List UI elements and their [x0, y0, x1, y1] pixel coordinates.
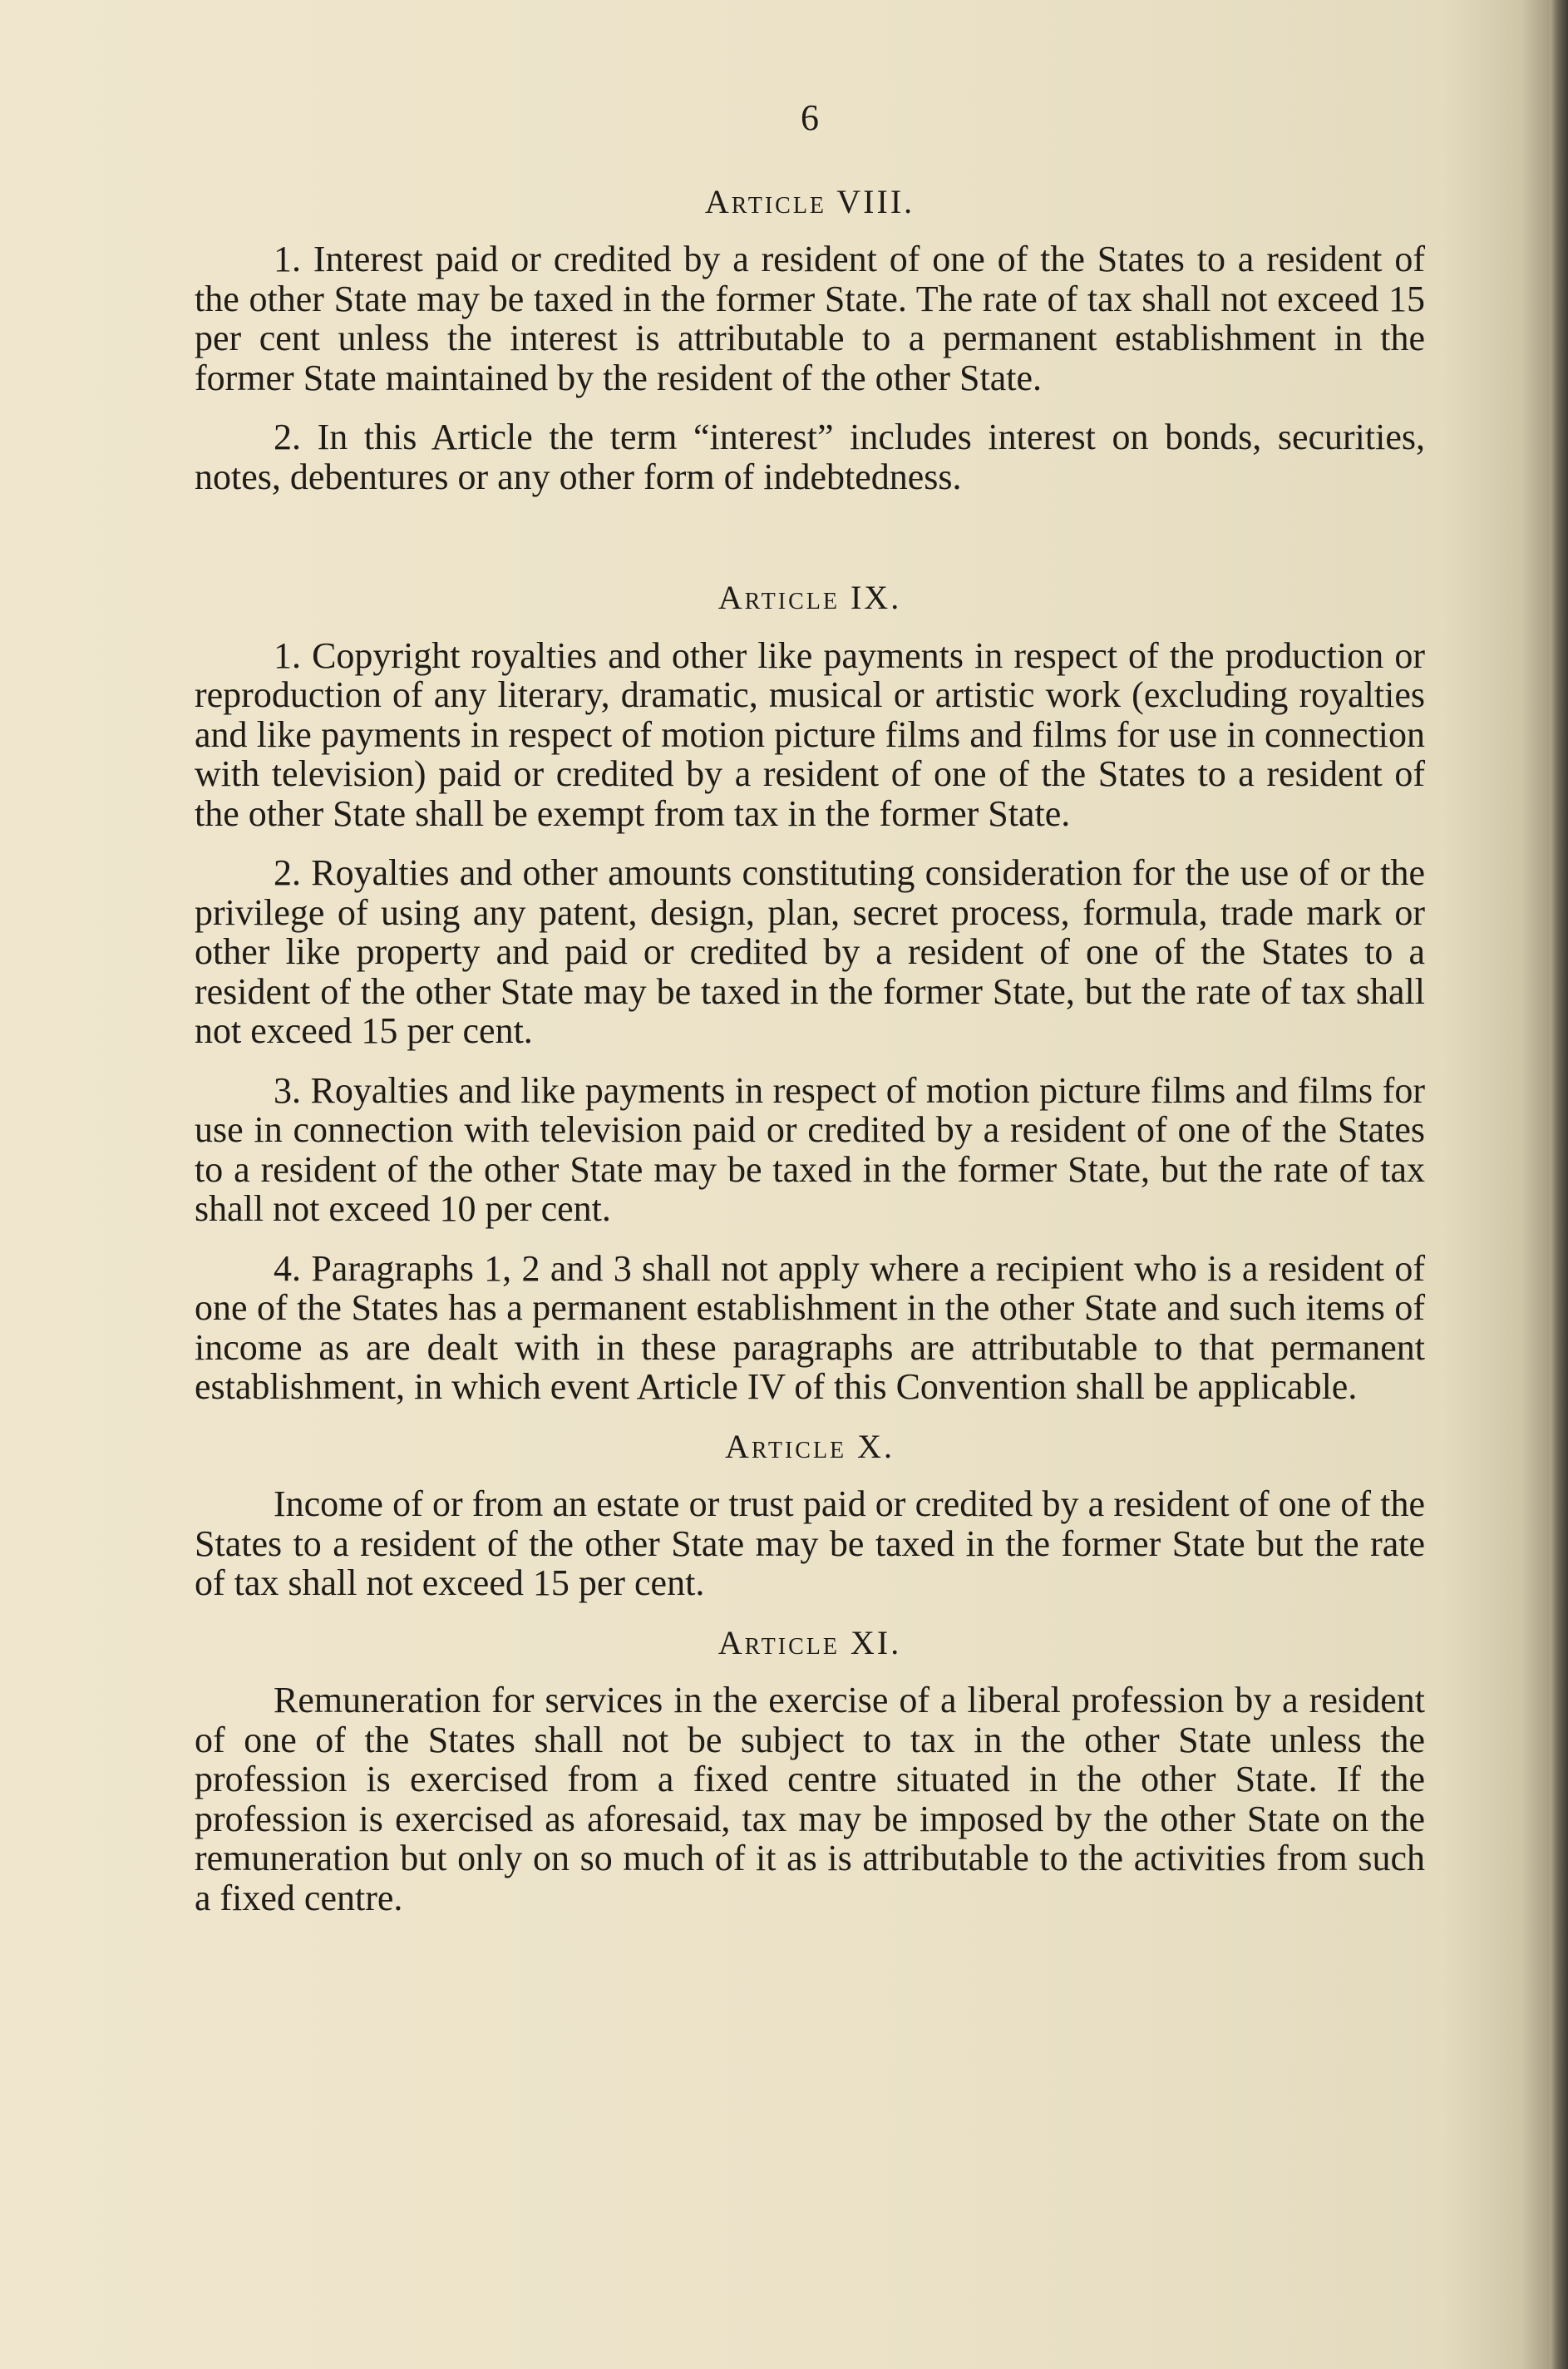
page-text [195, 98, 1425, 1937]
article-paragraph: Remuneration for services in the exercise of a liberal profession by a resident of one of the States shall not be subject to tax in the other State unless the profession is exercised from a fixed centre situated in the other State. If the profession is exercised as aforesaid, tax may be imposed by the other State on the remuneration but only on so much of it as is attributable to the activities from such a fixed centre. [195, 1680, 1425, 1918]
article-heading: Article IX. [717, 579, 902, 616]
article-xi [195, 1623, 1425, 1918]
section-spacer [195, 516, 1425, 578]
article-paragraph: 4. Paragraphs 1, 2 and 3 shall not apply where a recipient who is a resident of one of the States has a permanent establishment in the other State and such items of income as are dealt with in these paragraphs are attributable to that permanent establishment, in which event Article IV of this Convention shall be applicable. [195, 1247, 1425, 1407]
article-heading: Article VIII. [704, 182, 915, 220]
article-ix [195, 578, 1425, 1407]
binding-edge [1550, 0, 1568, 2369]
article-paragraph: 1. Copyright royalties and other like payments in respect of the production or reproduction of any literary, dramatic, musical or artistic work (excluding royalties and like payments in respect of motion picture films and films for use in connection with television) paid or credited by a resident of one of the States to a resident of the other State shall be exempt from tax in the former State. [195, 634, 1425, 834]
page-number: 6 [801, 97, 819, 138]
article-heading: Article XI. [717, 1623, 902, 1661]
article-paragraph: Income of or from an estate or trust paid or credited by a resident of one of the States to a resident of the other State may be taxed in the former State but the rate of tax shall not exceed 15 per cent. [195, 1483, 1425, 1603]
article-paragraph: 3. Royalties and like payments in respect of motion picture films and films for use in connection with television paid or credited by a resident of one of the States to a resident of the other State may be taxed in the former State, but the rate of tax shall not exceed 10 per cent. [195, 1069, 1425, 1229]
article-heading: Article X. [724, 1427, 895, 1465]
article-paragraph: 1. Interest paid or credited by a resident of one of the States to a resident of the other State may be taxed in the former State. The rate of tax shall not exceed 15 per cent unless the interest is attributable to a permanent establishment in the former State maintained by the resident of the other State. [195, 239, 1425, 398]
article-viii [195, 182, 1425, 497]
article-paragraph: 2. Royalties and other amounts constituting consideration for the use of or the privilege of using any patent, design, plan, secret process, formula, trade mark or other like property and paid or credited by a resident of one of the States to a resident of the other State may be taxed in the former State, but the rate of tax shall not exceed 15 per cent. [195, 852, 1425, 1051]
article-paragraph: 2. In this Article the term “interest” includes interest on bonds, securities, notes, debentures or any other form of indebtedness. [195, 417, 1425, 497]
article-x [195, 1427, 1425, 1603]
